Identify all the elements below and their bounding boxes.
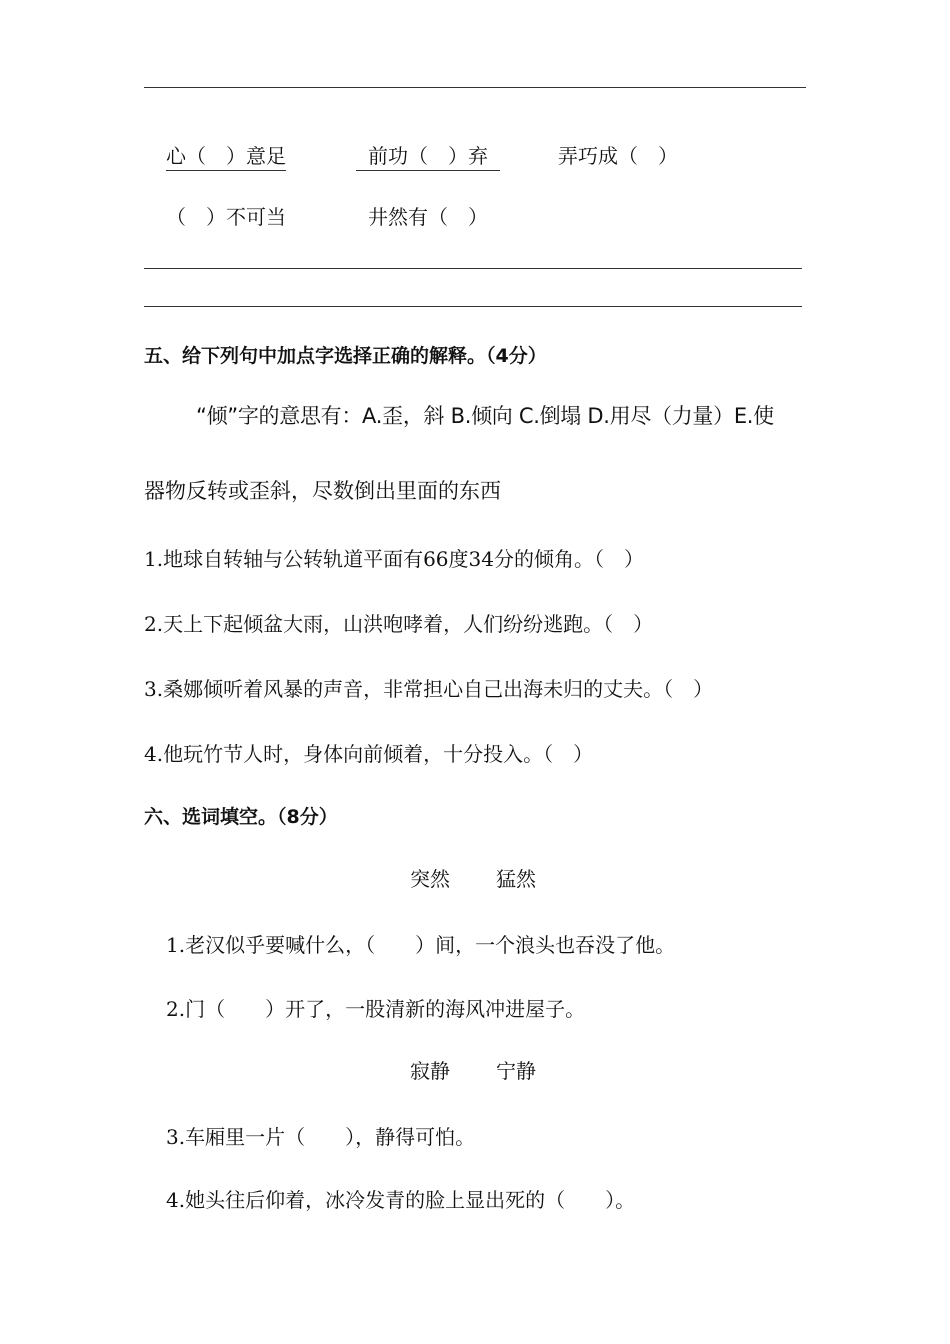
- idiom-3: 弄巧成（ ）: [558, 144, 678, 168]
- idiom-2: 前功（ ）弃: [356, 140, 500, 171]
- idiom-5: 井然有（ ）: [368, 205, 488, 229]
- section5-item-1: 1.地球自转轴与公转轨道平面有66度34分的倾角。（ ）: [144, 547, 644, 571]
- answer-line-1: [144, 268, 802, 269]
- word-option-abruptly: 猛然: [496, 867, 536, 891]
- section5-item-4: 4.他玩竹节人时，身体向前倾着，十分投入。（ ）: [144, 742, 594, 766]
- section5-definition-line2: 器物反转或歪斜，尽数倒出里面的东西: [144, 479, 501, 503]
- idiom-4: （ ）不可当: [166, 205, 286, 229]
- section6-item-4: 4.她头往后仰着，冰冷发青的脸上显出死的（ ）。: [166, 1188, 636, 1212]
- section5-heading: 五、给下列句中加点字选择正确的解释。（4分）: [144, 345, 547, 367]
- section6-heading: 六、选词填空。（8分）: [144, 806, 338, 828]
- answer-line-2: [144, 306, 802, 307]
- section6-item-3: 3.车厢里一片（ ），静得可怕。: [166, 1125, 476, 1149]
- word-option-silent: 寂静: [410, 1059, 450, 1083]
- section6-item-2: 2.门（ ）开了，一股清新的海风冲进屋子。: [166, 997, 586, 1021]
- idiom-1: 心（ ）意足: [166, 140, 286, 171]
- section5-definition-line1: “倾”字的意思有：A.歪，斜 B.倾向 C.倒塌 D.用尽（力量）E.使: [196, 404, 774, 428]
- section5-item-2: 2.天上下起倾盆大雨，山洪咆哮着，人们纷纷逃跑。（ ）: [144, 612, 654, 636]
- word-option-tranquil: 宁静: [496, 1059, 536, 1083]
- word-option-suddenly: 突然: [410, 867, 450, 891]
- section6-item-1: 1.老汉似乎要喊什么，（ ）间，一个浪头也吞没了他。: [166, 933, 676, 957]
- section5-item-3: 3.桑娜倾听着风暴的声音，非常担心自己出海未归的丈夫。（ ）: [144, 677, 714, 701]
- top-answer-line: [144, 87, 806, 88]
